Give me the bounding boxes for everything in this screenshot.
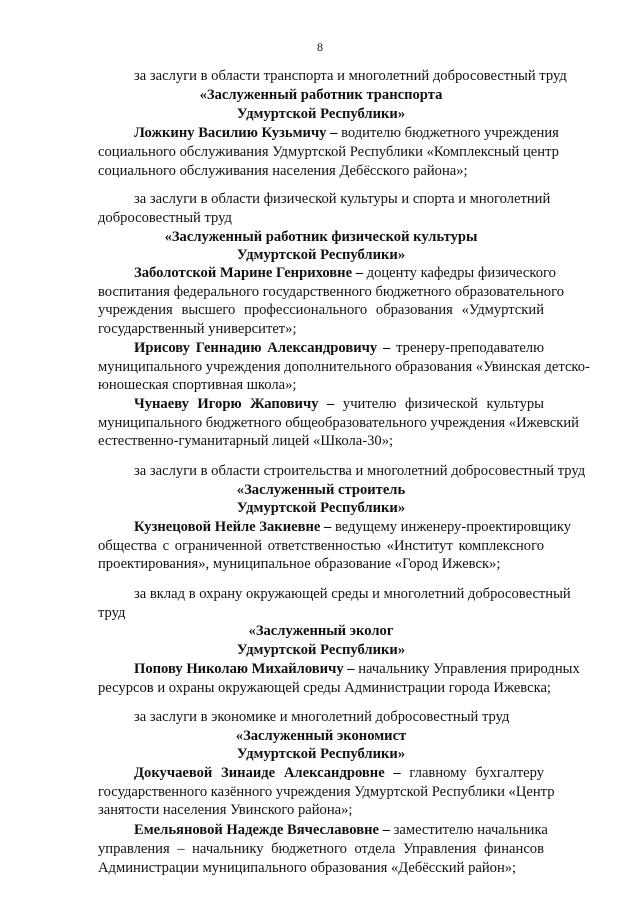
awardee-entry: [134, 339, 544, 358]
section-intro: за заслуги в экономике и многолетний добросовестный труд: [134, 709, 510, 725]
page-number: 8: [317, 40, 323, 54]
award-title: «Заслуженный эколог: [248, 623, 394, 639]
section-intro: за заслуги в области физической культуры и спорта и многолетний: [134, 191, 551, 207]
awardee-text: юношеская спортивная школа»;: [98, 377, 297, 393]
awardee-entry: [134, 764, 544, 783]
awardee-text: доценту кафедры физического: [363, 265, 556, 281]
awardee-text: социального обслуживания Удмуртской Республики «Комплексный центр: [98, 144, 559, 160]
section-intro: за заслуги в области транспорта и многолетний добросовестный труд: [134, 68, 567, 84]
awardee-name: Ирисову Геннадию Александровичу –: [134, 340, 391, 356]
section-intro: труд: [98, 605, 126, 621]
section-intro: добросовестный труд: [98, 210, 232, 226]
awardee-text: водителю бюджетного учреждения: [337, 125, 559, 141]
awardee-name: Чунаеву Игорю Жаповичу –: [134, 396, 335, 412]
awardee-name: Заболотской Марине Генриховне –: [134, 265, 363, 281]
awardee-text: ведущему инженеру-проектировщику: [331, 519, 572, 535]
awardee-name: Кузнецовой Нейле Закиевне –: [134, 519, 332, 535]
awardee-text: воспитания федерального государственного бюджетного образовательного: [98, 284, 565, 300]
awardee-text: тренеру-преподавателю: [390, 340, 544, 356]
awardee-text: муниципального учреждения дополнительного образования «Увинская детско-: [98, 359, 590, 375]
award-title: Удмуртской Республики»: [236, 642, 406, 658]
awardee-text: заместителю начальника: [389, 822, 548, 838]
section-intro: за заслуги в области строительства и многолетний добросовестный труд: [134, 463, 586, 479]
awardee-entry: [134, 518, 572, 537]
awardee-entry: [134, 395, 544, 414]
awardee-text: главному бухгалтеру: [400, 765, 544, 781]
awardee-name: Ложкину Василию Кузьмичу –: [134, 125, 338, 141]
award-title: Удмуртской Республики»: [236, 106, 406, 122]
awardee-text: ресурсов и охраны окружающей среды Администрации города Ижевска;: [98, 680, 551, 696]
awardee-name: Докучаевой Зинаиде Александровне –: [134, 765, 401, 781]
awardee-text: проектирования», муниципальное образование «Город Ижевск»;: [98, 556, 501, 572]
award-title: Удмуртской Республики»: [236, 746, 406, 762]
awardee-text: социального обслуживания населения Дебёсского района»;: [98, 163, 468, 179]
awardee-text: государственного казённого учреждения Удмуртской Республики «Центр: [98, 784, 555, 800]
awardee-entry: [134, 821, 548, 840]
award-title: Удмуртской Республики»: [236, 500, 406, 516]
award-title: «Заслуженный строитель: [236, 482, 406, 498]
award-title: «Заслуженный работник транспорта: [199, 87, 443, 103]
awardee-entry: [134, 660, 580, 679]
awardee-entry: [134, 264, 556, 283]
awardee-text: начальнику Управления природных: [354, 661, 580, 677]
awardee-name: Попову Николаю Михайловичу –: [134, 661, 355, 677]
awardee-text: естественно-гуманитарный лицей «Школа-30»;: [98, 433, 394, 449]
section-intro: за вклад в охрану окружающей среды и многолетний добросовестный: [134, 586, 571, 602]
awardee-text: общества с ограниченной ответственностью «Институт комплексного: [98, 538, 544, 554]
award-title: Удмуртской Республики»: [236, 247, 406, 263]
award-title: «Заслуженный работник физической культуры: [164, 229, 478, 245]
awardee-entry: [134, 124, 559, 143]
awardee-name: Емельяновой Надежде Вячеславовне –: [134, 822, 390, 838]
awardee-text: управления – начальнику бюджетного отдела Управления финансов: [98, 841, 544, 857]
awardee-text: учителю физической культуры: [334, 396, 544, 412]
awardee-text: государственный университет»;: [98, 321, 297, 337]
award-title: «Заслуженный экономист: [235, 728, 407, 744]
awardee-text: Администрации муниципального образования «Дебёсский район»;: [98, 860, 517, 876]
awardee-text: занятости населения Увинского района»;: [98, 802, 353, 818]
awardee-text: учреждения высшего профессионального образования «Удмуртский: [98, 302, 544, 318]
awardee-text: муниципального бюджетного общеобразовательного учреждения «Ижевский: [98, 415, 579, 431]
